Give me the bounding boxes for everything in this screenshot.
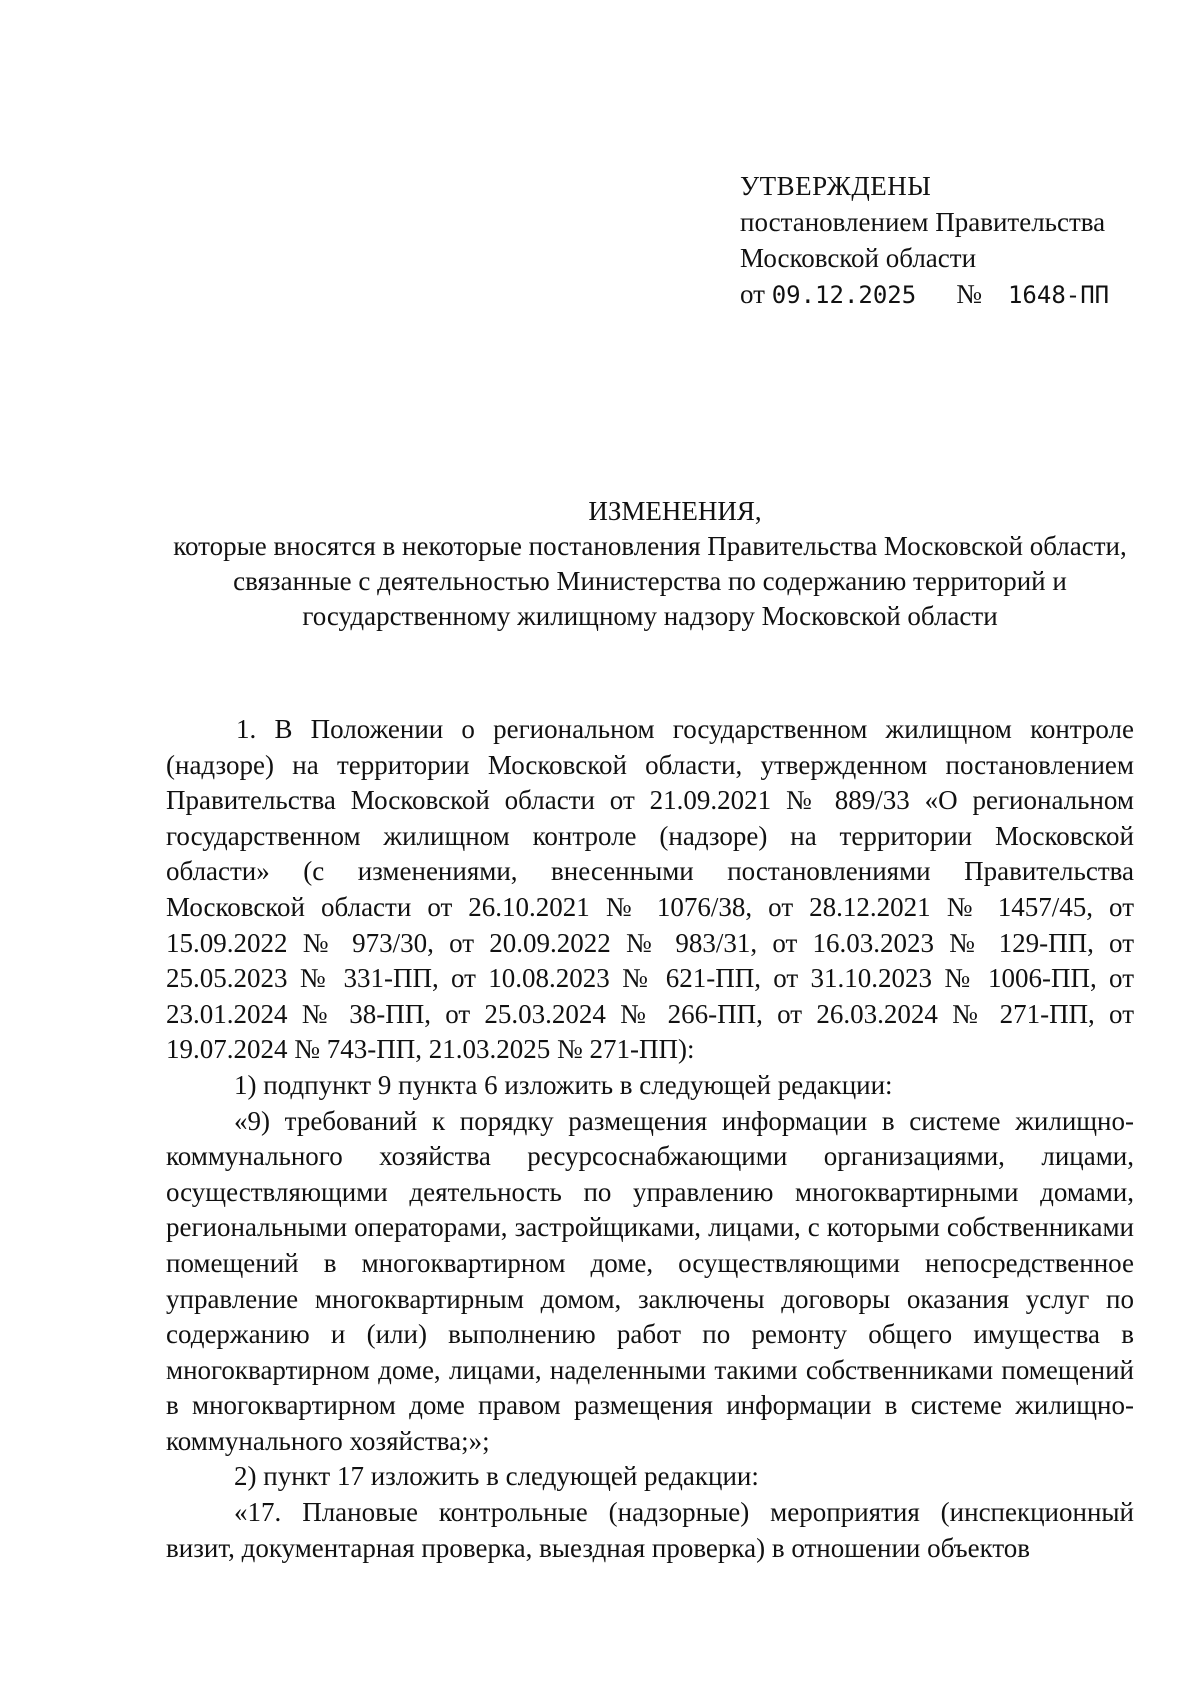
paragraph-1: 1. В Положении о региональном государственном жилищном контроле (надзоре) на территории Московской области, утвержденном постановлением Правительства Московской области от 21.09.2021 № 889/33 «О региональном государственном жилищном контроле (надзоре) на территории Московской области» (с изменениями, внесенными постановлениями Правительства Московской области от 26.10.2021 № 1076/38, от 28.12.2021 № 1457/45, от 15.09.2022 № 973/30, от 20.09.2022 № 983/31, от 16.03.2023 № 129-ПП, от 25.05.2023 № 331-ПП, от 10.08.2023 № 621-ПП, от 31.10.2023 № 1006-ПП, от 23.01.2024 № 38-ПП, от 25.03.2024 № 266-ПП, от 26.03.2024 № 271-ПП, от 19.07.2024 № 743-ПП, 21.03.2025 № 271-ПП): xyxy=(166,714,1134,1065)
approval-date: 09.12.2025 xyxy=(771,281,917,309)
quote-2: «17. Плановые контрольные (надзорные) мероприятия (инспекционный визит, документарная проверка, выездная проверка) в отношении объектов xyxy=(166,1497,1134,1563)
approval-stamp xyxy=(740,168,1160,313)
document-subtitle: которые вносятся в некоторые постановления Правительства Московской области, связанные с деятельностью Министерства по содержанию территорий и государственному жилищному надзору Московской области xyxy=(173,531,1127,631)
approval-date-line xyxy=(740,276,1160,313)
approval-line-1: постановлением Правительства xyxy=(740,207,1106,237)
document-header xyxy=(170,494,1130,634)
approval-title: УТВЕРЖДЕНЫ xyxy=(740,171,932,201)
approval-number: 1648-ПП xyxy=(1007,281,1110,309)
number-sign: № xyxy=(956,279,982,309)
item-2: 2) пункт 17 изложить в следующей редакции: xyxy=(234,1461,759,1492)
quote-1: «9) требований к порядку размещения информации в системе жилищно-коммунального хозяйства ресурсоснабжающими организациями, лицами, осуществляющими деятельность по управлению многоквартирными домами, региональными операторами, застройщиками, лицами, с которыми собственниками помещений в многоквартирном доме, осуществляющими непосредственное управление многоквартирным домом, заключены договоры оказания услуг по содержанию и (или) выполнению работ по ремонту общего имущества в многоквартирном доме, лицами, наделенными такими собственниками помещений в многоквартирном доме правом размещения информации в системе жилищно-коммунального хозяйства;»; xyxy=(166,1105,1134,1456)
document-body xyxy=(166,712,1134,1566)
item-1: 1) подпункт 9 пункта 6 изложить в следующей редакции: xyxy=(234,1069,893,1100)
date-prefix: от xyxy=(740,279,765,309)
approval-line-2: Московской области xyxy=(740,243,977,273)
document-title: ИЗМЕНЕНИЯ, xyxy=(588,496,762,526)
